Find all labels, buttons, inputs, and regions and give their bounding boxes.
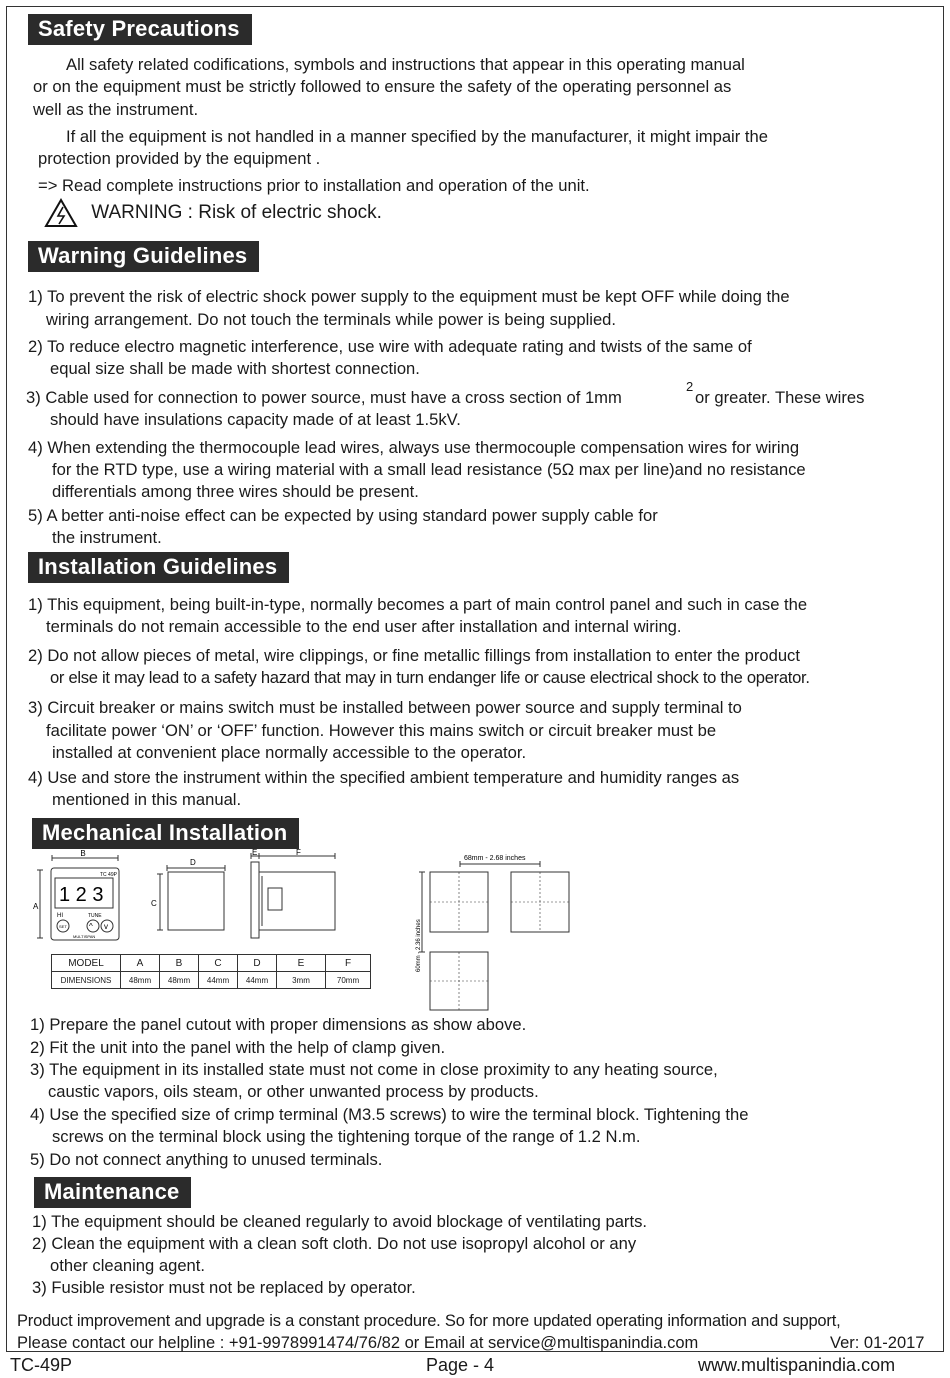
cutout-height-label: 60mm - 2.36 inches <box>416 919 422 972</box>
table-header-cell: C <box>199 955 238 972</box>
table-header-cell: F <box>326 955 371 972</box>
website-link[interactable]: www.multispanindia.com <box>698 1355 896 1375</box>
warning-line: 3) Cable used for connection to power source, must have a cross section of 1mm <box>26 388 622 407</box>
table-header-cell: MODEL <box>52 955 121 972</box>
installation-line: 3) Circuit breaker or mains switch must be installed between power source and supply terminal to <box>28 698 742 717</box>
cutout-width-label: 68mm - 2.68 inches <box>464 855 526 862</box>
safety-line: All safety related codifications, symbols and instructions that appear in this operating manual <box>66 55 745 74</box>
depth-view <box>251 853 335 938</box>
warning-notice <box>44 198 382 228</box>
warning-line: equal size shall be made with shortest connection. <box>50 359 420 378</box>
table-cell: 70mm <box>326 972 371 989</box>
table-cell: DIMENSIONS <box>52 972 121 989</box>
hi-label: HI <box>57 913 63 919</box>
maintenance-heading: Maintenance <box>34 1177 191 1208</box>
label-e: E <box>252 848 258 857</box>
label-b: B <box>80 849 86 858</box>
safety-line: well as the instrument. <box>33 100 199 119</box>
down-arrow-icon: v <box>104 922 108 931</box>
maintenance-line: 3) Fusible resistor must not be replaced by operator. <box>32 1278 416 1297</box>
warning-line: wiring arrangement. Do not touch the terminals while power is being supplied. <box>46 310 617 329</box>
mechanical-line: screws on the terminal block using the tightening torque of the range of 1.2 N.m. <box>52 1127 641 1146</box>
warning-line: should have insulations capacity made of at least 1.5kV. <box>50 410 461 429</box>
footer-contact: Please contact our helpline : +91-9978991474/76/82 or Email at service@multispanindia.com <box>17 1334 699 1352</box>
panel-cutout-layout <box>419 861 569 1010</box>
warning-text: : Risk of electric shock. <box>182 202 382 224</box>
table-cell: 44mm <box>238 972 277 989</box>
mechanical-line: 4) Use the specified size of crimp terminal (M3.5 screws) to wire the terminal block. Tightening the <box>30 1105 749 1124</box>
warning-line: or greater. These wires <box>695 388 865 407</box>
mechanical-line: caustic vapors, oils steam, or other unwanted process by products. <box>48 1082 539 1101</box>
label-a: A <box>33 902 39 911</box>
safety-line: protection provided by the equipment . <box>38 149 321 168</box>
installation-line: terminals do not remain accessible to the end user after installation and internal wiring. <box>46 617 682 636</box>
warning-line: 4) When extending the thermocouple lead wires, always use thermocouple compensation wires for wiring <box>28 438 800 457</box>
electric-shock-warning-icon <box>44 198 78 228</box>
maintenance-line: 1) The equipment should be cleaned regularly to avoid blockage of ventilating parts. <box>32 1212 647 1231</box>
table-cell: 48mm <box>160 972 199 989</box>
installation-heading: Installation Guidelines <box>28 552 289 583</box>
safety-line: => Read complete instructions prior to installation and operation of the unit. <box>38 176 590 195</box>
brand-label: MULTISPAN <box>73 934 96 939</box>
superscript: 2 <box>686 379 694 394</box>
mechanical-heading: Mechanical Installation <box>32 818 299 849</box>
installation-line: installed at convenient place normally accessible to the operator. <box>52 743 527 762</box>
panel-side-view <box>157 865 225 930</box>
installation-line: 2) Do not allow pieces of metal, wire clippings, or fine metallic fillings from installation to enter the product <box>28 646 800 665</box>
page-number: Page - 4 <box>426 1355 495 1375</box>
installation-line: mentioned in this manual. <box>52 790 242 809</box>
tune-label: TUNE <box>88 913 102 919</box>
safety-line: If all the equipment is not handled in a manner specified by the manufacturer, it might impair the <box>66 127 768 146</box>
warning-line: 1) To prevent the risk of electric shock power supply to the equipment must be kept OFF while doing the <box>28 287 790 306</box>
installation-line: 1) This equipment, being built-in-type, normally becomes a part of main control panel and such in case the <box>28 595 808 614</box>
warning-line: 2) To reduce electro magnetic interference, use wire with adequate rating and twists of the same of <box>28 337 752 356</box>
warning-line: the instrument. <box>52 528 162 547</box>
mechanical-line: 5) Do not connect anything to unused terminals. <box>30 1150 383 1169</box>
warning-line: 5) A better anti-noise effect can be expected by using standard power supply cable for <box>28 506 658 525</box>
display-digits: 1 2 3 <box>59 884 104 906</box>
installation-line: facilitate power ‘ON’ or ‘OFF’ function. However this mains switch or circuit breaker must be <box>46 721 717 740</box>
label-d: D <box>190 858 196 867</box>
up-arrow-icon: ^ <box>89 922 93 931</box>
table-row <box>52 972 371 989</box>
warning-line: for the RTD type, use a wiring material with a small lead resistance (5Ω max per line)and no resistance <box>52 460 806 479</box>
table-header-row <box>52 955 371 972</box>
table-cell: 3mm <box>277 972 326 989</box>
label-f: F <box>296 848 301 857</box>
installation-line: 4) Use and store the instrument within the specified ambient temperature and humidity ranges as <box>28 768 740 787</box>
mechanical-line: 1) Prepare the panel cutout with proper dimensions as show above. <box>30 1015 527 1034</box>
table-cell: 44mm <box>199 972 238 989</box>
dimension-diagram <box>30 846 590 1016</box>
table-header-cell: E <box>277 955 326 972</box>
mechanical-line: 3) The equipment in its installed state must not come in close proximity to any heating source, <box>30 1060 718 1079</box>
installation-line: or else it may lead to a safety hazard that may in turn endanger life or cause electrical shock to the operator. <box>50 668 810 687</box>
warning-heading: Warning Guidelines <box>28 241 259 272</box>
version-label: Ver: 01-2017 <box>830 1334 925 1352</box>
table-header-cell: B <box>160 955 199 972</box>
model-tag: TC 49P <box>100 872 117 878</box>
label-c: C <box>151 899 157 908</box>
model-label: TC-49P <box>10 1355 73 1375</box>
warning-line: differentials among three wires should be present. <box>52 482 419 501</box>
maintenance-line: other cleaning agent. <box>50 1256 205 1275</box>
table-header-cell: D <box>238 955 277 972</box>
table-cell: 48mm <box>121 972 160 989</box>
mechanical-line: 2) Fit the unit into the panel with the help of clamp given. <box>30 1038 446 1057</box>
dimensions-table <box>51 954 371 989</box>
warning-label: WARNING <box>91 202 183 224</box>
safety-line: or on the equipment must be strictly followed to ensure the safety of the operating personnel as <box>33 77 732 96</box>
table-header-cell: A <box>121 955 160 972</box>
set-label: SET <box>59 924 67 929</box>
maintenance-line: 2) Clean the equipment with a clean soft cloth. Do not use isopropyl alcohol or any <box>32 1234 637 1253</box>
footer-notice: Product improvement and upgrade is a constant procedure. So for more updated operating information and support, <box>17 1312 841 1330</box>
safety-heading: Safety Precautions <box>28 14 252 45</box>
